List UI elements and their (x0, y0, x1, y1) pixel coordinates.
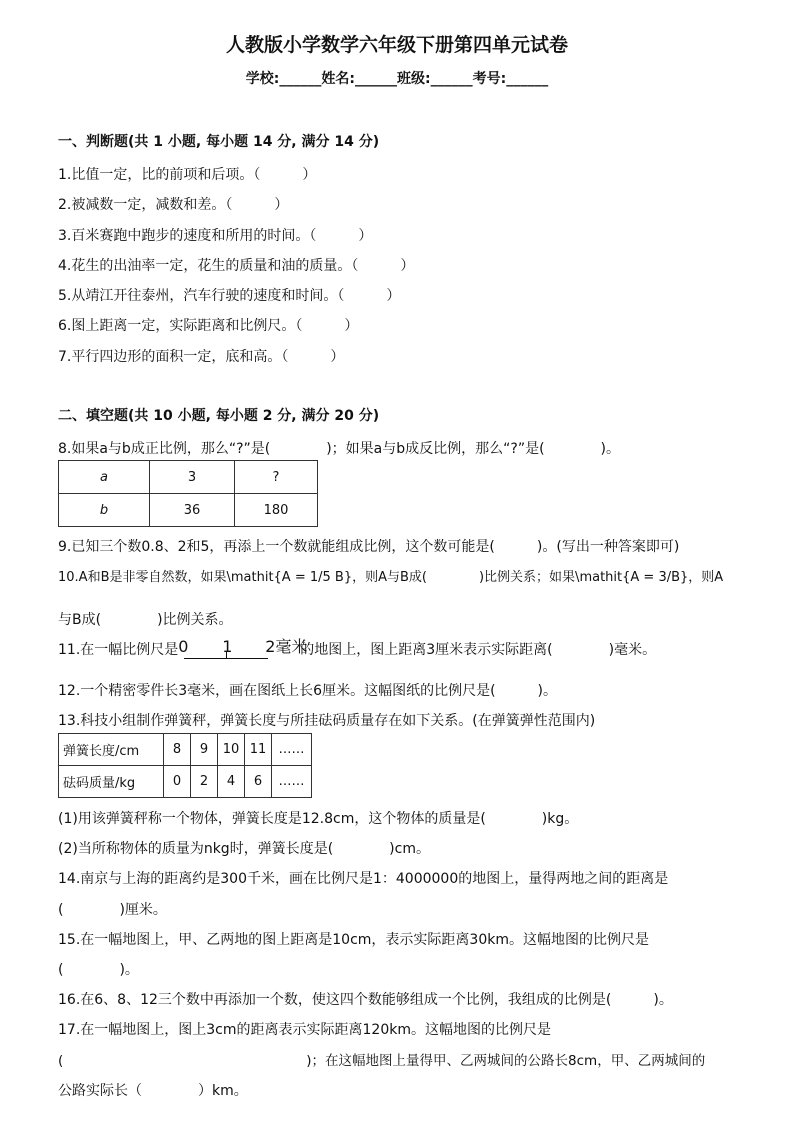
q13-cell: 11 (245, 734, 272, 766)
question-6: 6.图上距离一定，实际距离和比例尺。（ ） (58, 318, 359, 334)
scale-tick (226, 652, 227, 658)
q13-header-length: 弹簧长度/cm (59, 734, 164, 766)
q11-prefix: 11.在一幅比例尺是 (58, 642, 179, 658)
q13-header-mass: 砝码质量/kg (59, 766, 164, 798)
question-9: 9.已知三个数0.8、2和5，再添上一个数就能组成比例，这个数可能是( )。(写出一种答案即可) (58, 539, 680, 555)
question-15-line-2: ( )。 (58, 962, 139, 978)
question-5: 5.从靖江开往泰州，汽车行驶的速度和时间。（ ） (58, 288, 401, 304)
question-1: 1.比值一定，比的前项和后项。（ ） (58, 167, 317, 183)
q13-cell: 9 (191, 734, 218, 766)
q13-cell: …… (272, 734, 312, 766)
question-12: 12.一个精密零件长3毫米，画在图纸上长6厘米。这幅图纸的比例尺是( )。 (58, 683, 558, 699)
section-1-heading: 一、判断题(共 1 小题, 每小题 14 分, 满分 14 分) (58, 134, 380, 150)
q13-row-length (59, 734, 312, 766)
q13-cell: …… (272, 766, 312, 798)
question-13-part-2: (2)当所称物体的质量为nkg时，弹簧长度是( )cm。 (58, 841, 430, 857)
question-14-line-2: ( )厘米。 (58, 902, 167, 918)
scale-label-2: 2毫米 (265, 637, 308, 656)
question-16: 16.在6、8、12三个数中再添加一个数，使这四个数能够组成一个比例，我组成的比例是( )。 (58, 992, 673, 1008)
question-8: 8.如果a与b成正比例，那么“?”是( )；如果a与b成反比例，那么“?”是( )。 (58, 441, 621, 457)
question-2: 2.被减数一定，减数和差。（ ） (58, 197, 289, 213)
q13-cell: 2 (191, 766, 218, 798)
question-17-line-1: 17.在一幅地图上，图上3cm的距离表示实际距离120km。这幅地图的比例尺是 (58, 1022, 551, 1038)
q13-cell: 6 (245, 766, 272, 798)
question-13-part-1: (1)用该弹簧秤称一个物体，弹簧长度是12.8cm，这个物体的质量是( )kg。 (58, 811, 579, 827)
map-scale-bar (178, 637, 308, 660)
q8-table-row-b (59, 494, 318, 527)
page-title: 人教版小学数学六年级下册第四单元试卷 (225, 34, 568, 56)
q13-cell: 8 (164, 734, 191, 766)
question-17-line-2: ( )；在这幅地图上量得甲、乙两城间的公路长8cm，甲、乙两城间的 (58, 1053, 706, 1069)
question-11 (58, 637, 657, 660)
scale-line (184, 658, 268, 659)
student-info-line: 学校:______姓名:______班级:______考号:______ (245, 71, 549, 87)
q8-cell: ? (235, 461, 318, 494)
q13-cell: 4 (218, 766, 245, 798)
question-3: 3.百米赛跑中跑步的速度和所用的时间。（ ） (58, 228, 373, 244)
q13-cell: 10 (218, 734, 245, 766)
q8-table (58, 460, 318, 527)
q13-table (58, 733, 312, 798)
q8-cell: 3 (150, 461, 235, 494)
question-15-line-1: 15.在一幅地图上，甲、乙两地的图上距离是10cm，表示实际距离30km。这幅地图的比例尺是 (58, 932, 649, 948)
q8-cell: b (59, 494, 150, 527)
question-13: 13.科技小组制作弹簧秤，弹簧长度与所挂砝码质量存在如下关系。(在弹簧弹性范围内) (58, 713, 596, 729)
q13-row-mass (59, 766, 312, 798)
question-10-line-2: 与B成( )比例关系。 (58, 612, 233, 628)
question-17-line-3: 公路实际长（ ）km。 (58, 1083, 248, 1099)
scale-label-1: 1 (222, 637, 233, 656)
question-14-line-1: 14.南京与上海的距离约是300千米，画在比例尺是1：4000000的地图上，量得两地之间的距离是 (58, 871, 669, 887)
q11-suffix: 的地图上，图上距离3厘米表示实际距离( )毫米。 (300, 642, 657, 658)
q13-cell: 0 (164, 766, 191, 798)
question-4: 4.花生的出油率一定，花生的质量和油的质量。（ ） (58, 258, 415, 274)
q8-cell: 36 (150, 494, 235, 527)
question-7: 7.平行四边形的面积一定，底和高。（ ） (58, 349, 345, 365)
section-2-heading: 二、填空题(共 10 小题, 每小题 2 分, 满分 20 分) (58, 408, 380, 424)
q8-cell: a (59, 461, 150, 494)
scale-label-0: 0 (178, 637, 189, 656)
q8-table-row-a (59, 461, 318, 494)
question-10-line-1: 10.A和B是非零自然数，如果\mathit{A = 1/5 B}，则A与B成( )比例关系；如果\mathit{A = 3/B}，则A (58, 570, 724, 585)
q8-cell: 180 (235, 494, 318, 527)
